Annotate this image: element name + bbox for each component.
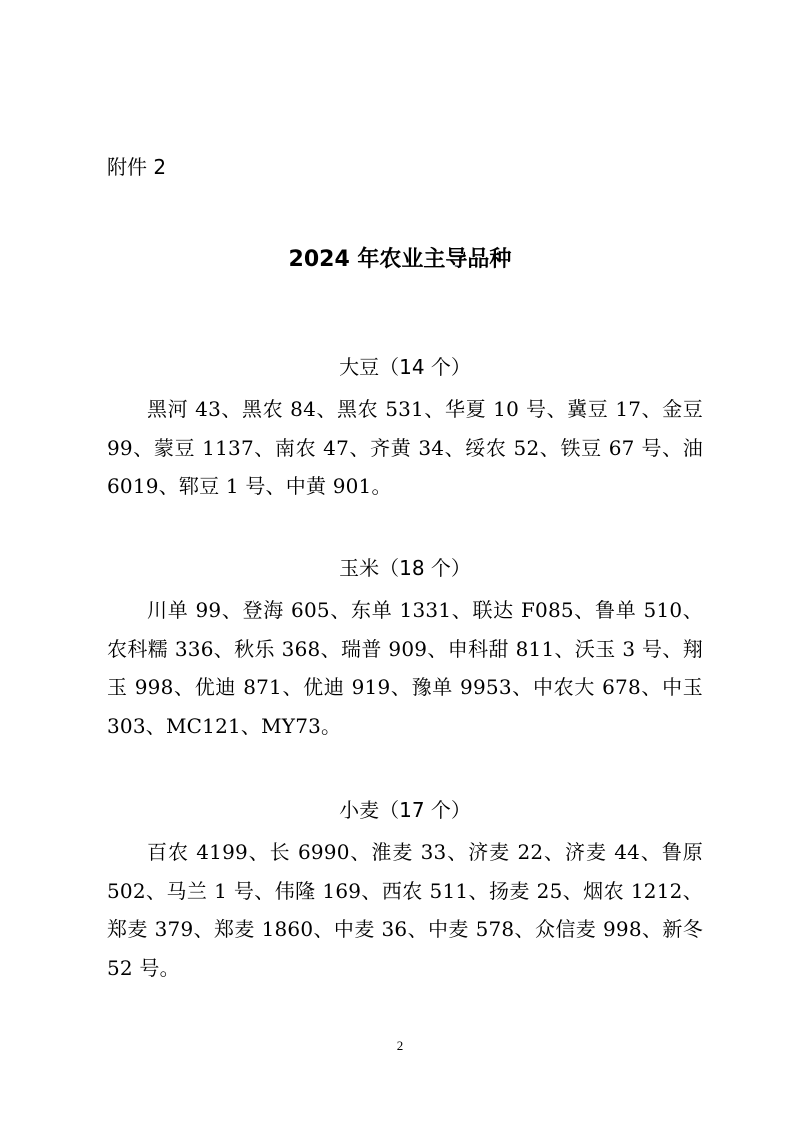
- section-corn: [107, 553, 703, 745]
- attachment-label: 附件 2: [107, 155, 167, 179]
- section-heading-wheat: 小麦（17 个）: [339, 798, 471, 822]
- section-heading-soybean: 大豆（14 个）: [339, 355, 471, 379]
- variety-list-soybean: 黑河 43、黑农 84、黑农 531、华夏 10 号、冀豆 17、金豆 99、蒙豆 1137、南农 47、齐黄 34、绥农 52、铁豆 67 号、油 6019、郓豆 1 号、中黄 901。: [107, 397, 703, 498]
- variety-list-wheat: 百农 4199、长 6990、淮麦 33、济麦 22、济麦 44、鲁原 502、马兰 1 号、伟隆 169、西农 511、扬麦 25、烟农 1212、郑麦 379、郑麦 1860、中麦 36、中麦 578、众信麦 998、新冬 52 号。: [107, 840, 703, 980]
- page-title: 2024 年农业主导品种: [288, 246, 512, 272]
- variety-list-corn: 川单 99、登海 605、东单 1331、联达 F085、鲁单 510、农科糯 336、秋乐 368、瑞普 909、申科甜 811、沃玉 3 号、翔玉 998、优迪 871、优迪 919、豫单 9953、中农大 678、中玉 303、MC121、MY73。: [107, 598, 703, 738]
- page-number: 2: [396, 1038, 404, 1053]
- section-soybean: [107, 352, 703, 506]
- section-wheat: [107, 795, 703, 987]
- section-heading-corn: 玉米（18 个）: [339, 556, 471, 580]
